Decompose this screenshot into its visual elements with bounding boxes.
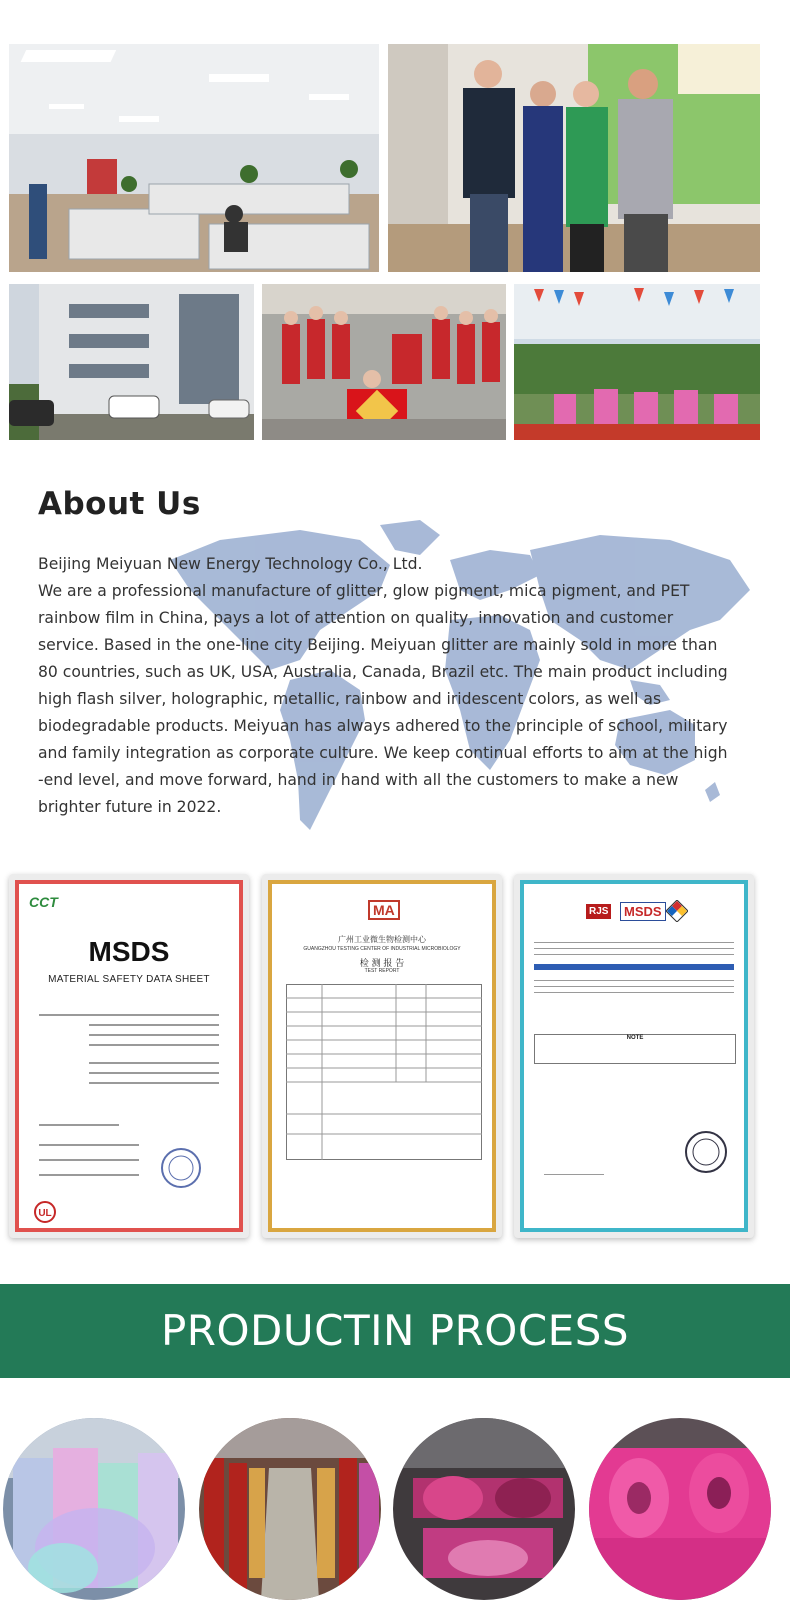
msds-certificate <box>9 874 249 1238</box>
rjs-certificate <box>514 874 754 1238</box>
staff-celebration-photo <box>262 284 506 440</box>
about-text <box>38 551 758 821</box>
ma-logo: MA <box>368 900 400 920</box>
note-title: NOTE <box>626 1035 644 1041</box>
holographic-film-rolls-photo <box>3 1418 185 1600</box>
report-title-cn: 检 测 报 告 <box>359 959 405 969</box>
about-line: biodegradable products. Meiyuan has always adhered to the principle of school, military <box>38 717 728 735</box>
about-line: We are a professional manufacture of glitter, glow pigment, mica pigment, and PET <box>38 582 690 600</box>
about-line: brighter future in 2022. <box>38 798 222 816</box>
msds-subtitle: MATERIAL SAFETY DATA SHEET <box>48 974 210 985</box>
cct-logo: CCT <box>29 894 58 910</box>
process-banner <box>0 1284 790 1378</box>
rjs-msds-badge: MSDS <box>620 902 666 921</box>
team-visit-photo <box>388 44 760 272</box>
about-line: high flash silver, holographic, metallic, rainbow and iridescent colors, as well as <box>38 690 662 708</box>
svg-text:UL: UL <box>38 1208 52 1219</box>
report-table-graphic <box>286 984 482 1160</box>
rjs-logo: RJS <box>586 904 611 919</box>
building-photo <box>9 284 254 440</box>
about-line: -end level, and move forward, hand in hand with all the customers to make a new <box>38 771 679 789</box>
lab-name-en: GUANGZHOU TESTING CENTER OF INDUSTRIAL MICROBIOLOGY <box>303 946 461 952</box>
company-name: Beijing Meiyuan New Energy Technology Co., Ltd. <box>38 555 423 573</box>
about-line: service. Based in the one-line city Beijing. Meiyuan glitter are mainly sold in more than <box>38 636 718 654</box>
hazard-diamond-icon <box>666 900 688 922</box>
warehouse-aisle-photo <box>199 1418 381 1600</box>
outdoor-team-photo <box>514 284 760 440</box>
report-title-en: TEST REPORT <box>364 968 400 974</box>
process-title: PRODUCTIN PROCESS <box>160 1306 630 1355</box>
pink-film-machine-photo <box>393 1418 575 1600</box>
lab-name-cn: 广州工业微生物检测中心 <box>338 935 426 944</box>
about-title: About Us <box>38 486 201 522</box>
cct-stamp-icon <box>159 1146 203 1190</box>
about-line: 80 countries, such as UK, USA, Australia, Canada, Brazil etc. The main product including <box>38 663 728 681</box>
about-line: rainbow film in China, pays a lot of attention on quality, innovation and customer <box>38 609 674 627</box>
ul-logo-icon <box>33 1200 57 1224</box>
rjs-seal-icon <box>684 1130 728 1174</box>
office-photo <box>9 44 379 272</box>
about-line: and family integration as corporate culture. We keep continual efforts to aim at the high <box>38 744 728 762</box>
msds-title: MSDS <box>88 936 170 967</box>
test-report-certificate <box>262 874 502 1238</box>
pink-film-rolls-photo <box>589 1418 771 1600</box>
